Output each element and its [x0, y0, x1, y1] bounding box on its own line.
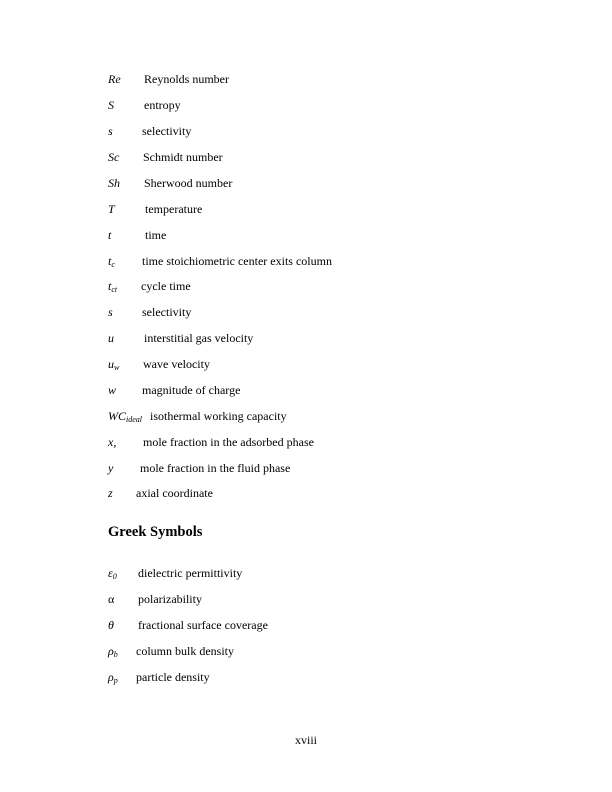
nomenclature-row — [108, 150, 223, 164]
description: entropy — [144, 98, 181, 112]
description: particle density — [136, 670, 210, 684]
nomenclature-row — [108, 228, 167, 242]
description: axial coordinate — [136, 486, 213, 500]
nomenclature-row — [108, 72, 229, 86]
symbol: w — [108, 383, 117, 397]
symbol: $WC_{ideal}$ — [108, 409, 142, 424]
description: time stoichiometric center exits column — [142, 254, 332, 268]
description: dielectric permittivity — [138, 566, 243, 580]
symbol: $\rho_b$ — [108, 644, 118, 659]
symbol: θ — [108, 618, 114, 632]
nomenclature-row — [108, 486, 213, 500]
symbol: S — [108, 98, 114, 112]
symbol: $u_w$ — [108, 357, 120, 372]
symbol: y — [108, 461, 114, 475]
description: selectivity — [142, 305, 192, 319]
description: interstitial gas velocity — [144, 331, 254, 345]
greek-row — [108, 644, 234, 659]
description: Reynolds number — [144, 72, 229, 86]
description: Sherwood number — [144, 176, 233, 190]
greek-row — [108, 566, 243, 581]
symbol: z — [108, 486, 113, 500]
description: time — [145, 228, 167, 242]
description: temperature — [145, 202, 203, 216]
description: fractional surface coverage — [138, 618, 268, 632]
symbol: $t_{ct}$ — [108, 279, 118, 294]
description: Schmidt number — [143, 150, 223, 164]
symbol: Sc — [108, 150, 120, 164]
description: cycle time — [141, 279, 191, 293]
symbol: Sh — [108, 176, 120, 190]
nomenclature-row — [108, 357, 210, 372]
symbol: α — [108, 592, 115, 606]
page-number: xviii — [294, 733, 317, 747]
nomenclature-row — [108, 98, 181, 112]
nomenclature-row — [108, 279, 191, 294]
nomenclature-row — [108, 383, 241, 397]
greek-row — [108, 670, 210, 685]
description: mole fraction in the adsorbed phase — [143, 435, 314, 449]
symbol: Re — [108, 72, 121, 86]
description: column bulk density — [136, 644, 234, 658]
nomenclature-row — [108, 305, 192, 319]
description: polarizability — [138, 592, 202, 606]
description: wave velocity — [143, 357, 210, 371]
description: magnitude of charge — [142, 383, 241, 397]
nomenclature-row — [108, 176, 233, 190]
symbol: s — [108, 305, 113, 319]
nomenclature-row — [108, 124, 192, 138]
nomenclature-row — [108, 202, 203, 216]
description: isothermal working capacity — [150, 409, 287, 423]
symbol: t — [108, 228, 112, 242]
greek-row — [108, 618, 268, 632]
nomenclature-row — [108, 435, 314, 449]
symbol: u — [108, 331, 114, 345]
nomenclature-row — [108, 409, 287, 424]
symbol: $t_c$ — [108, 254, 115, 269]
symbol: T — [108, 202, 115, 216]
symbol: x, — [108, 435, 117, 449]
symbol: $\varepsilon_0$ — [108, 566, 117, 581]
description: selectivity — [142, 124, 192, 138]
description: mole fraction in the fluid phase — [140, 461, 291, 475]
nomenclature-row — [108, 254, 332, 269]
greek-symbols-heading: Greek Symbols — [108, 524, 203, 540]
greek-row — [108, 592, 202, 606]
nomenclature-row — [108, 461, 291, 475]
symbol: $\rho_p$ — [108, 670, 118, 685]
symbol: s — [108, 124, 113, 138]
nomenclature-row — [108, 331, 254, 345]
